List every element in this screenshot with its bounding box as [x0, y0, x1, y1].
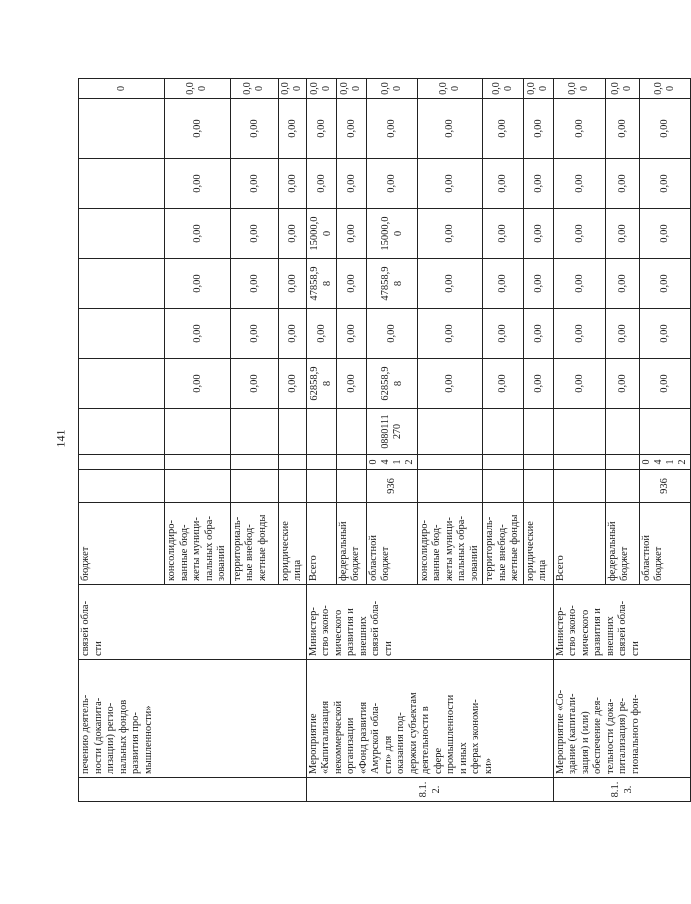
year-6-cell: 0,0 0	[306, 79, 336, 99]
grbs-cell	[230, 470, 278, 503]
funding-source-cell: юридические лица	[278, 503, 306, 585]
csr-cell	[79, 409, 165, 455]
year-4-cell: 0,00	[336, 159, 366, 209]
year-1-cell: 0,00	[639, 309, 690, 359]
rz-cell	[306, 455, 336, 470]
year-3-cell: 0,00	[165, 209, 231, 259]
year-3-cell: 0,00	[417, 209, 483, 259]
year-2-cell	[79, 259, 165, 309]
funding-source-cell: юридические лица	[523, 503, 553, 585]
grbs-cell	[278, 470, 306, 503]
year-3-cell: 0,00	[230, 209, 278, 259]
year-5-cell: 0,00	[278, 99, 306, 159]
year-2-cell: 0,00	[523, 259, 553, 309]
row-number-cell: 8.1. 3.	[553, 778, 690, 802]
rz-cell	[230, 455, 278, 470]
csr-cell	[165, 409, 231, 455]
funding-source-cell: консолидиро- ванные бюд- жеты муници- пальных обра- зований	[417, 503, 483, 585]
funding-source-cell: бюджет	[79, 503, 165, 585]
year-5-cell	[79, 99, 165, 159]
rz-cell: 041 2	[639, 455, 690, 470]
total-cell: 0,00	[336, 359, 366, 409]
year-3-cell: 0,00	[483, 209, 524, 259]
year-2-cell: 0,00	[417, 259, 483, 309]
year-3-cell: 15000,0 0	[366, 209, 417, 259]
total-cell: 0,00	[483, 359, 524, 409]
year-5-cell: 0,00	[639, 99, 690, 159]
year-4-cell	[79, 159, 165, 209]
row-number-cell	[79, 778, 307, 802]
year-2-cell: 0,00	[553, 259, 605, 309]
total-cell: 0,00	[605, 359, 639, 409]
year-6-cell: 0	[79, 79, 165, 99]
funding-source-cell: областной бюджет	[639, 503, 690, 585]
executor-cell: Министер- ство эконо- мического развития и внешних связей обла- сти	[306, 585, 553, 660]
year-5-cell: 0,00	[306, 99, 336, 159]
year-6-cell: 0,0 0	[336, 79, 366, 99]
year-4-cell: 0,00	[366, 159, 417, 209]
year-4-cell: 0,00	[553, 159, 605, 209]
rz-cell	[523, 455, 553, 470]
total-cell: 0,00	[639, 359, 690, 409]
table-row	[79, 79, 165, 802]
year-4-cell: 0,00	[165, 159, 231, 209]
csr-cell	[553, 409, 605, 455]
year-4-cell: 0,00	[639, 159, 690, 209]
year-3-cell: 0,00	[336, 209, 366, 259]
year-1-cell: 0,00	[366, 309, 417, 359]
year-1-cell: 0,00	[336, 309, 366, 359]
grbs-cell: 936	[366, 470, 417, 503]
total-cell: 62858,9 8	[306, 359, 336, 409]
year-5-cell: 0,00	[417, 99, 483, 159]
year-2-cell: 47858,9 8	[366, 259, 417, 309]
funding-source-cell: федеральный бюджет	[605, 503, 639, 585]
rz-cell	[278, 455, 306, 470]
csr-cell: 0880111 270	[366, 409, 417, 455]
year-6-cell: 0,0 0	[553, 79, 605, 99]
year-1-cell: 0,00	[278, 309, 306, 359]
funding-source-cell: областной бюджет	[366, 503, 417, 585]
funding-source-cell: территориаль- ные внебюд- жетные фонды	[230, 503, 278, 585]
grbs-cell	[605, 470, 639, 503]
rotated-page	[78, 78, 688, 802]
total-cell	[79, 359, 165, 409]
total-cell: 0,00	[553, 359, 605, 409]
total-cell: 0,00	[278, 359, 306, 409]
year-2-cell: 0,00	[336, 259, 366, 309]
year-1-cell: 0,00	[483, 309, 524, 359]
executor-cell: Министер- ство эконо- мического развития и внешних связей обла- сти	[553, 585, 690, 660]
total-cell: 0,00	[523, 359, 553, 409]
total-cell: 0,00	[165, 359, 231, 409]
year-5-cell: 0,00	[605, 99, 639, 159]
year-4-cell: 0,00	[417, 159, 483, 209]
grbs-cell	[306, 470, 336, 503]
csr-cell	[523, 409, 553, 455]
year-2-cell: 47858,9 8	[306, 259, 336, 309]
funding-source-cell: Всего	[306, 503, 336, 585]
year-6-cell: 0,0 0	[483, 79, 524, 99]
year-2-cell: 0,00	[230, 259, 278, 309]
year-4-cell: 0,00	[306, 159, 336, 209]
csr-cell	[278, 409, 306, 455]
year-6-cell: 0,0 0	[165, 79, 231, 99]
csr-cell	[336, 409, 366, 455]
year-1-cell: 0,00	[165, 309, 231, 359]
rz-cell: 041 2	[366, 455, 417, 470]
year-5-cell: 0,00	[336, 99, 366, 159]
year-6-cell: 0,0 0	[230, 79, 278, 99]
year-2-cell: 0,00	[483, 259, 524, 309]
funding-source-cell: федеральный бюджет	[336, 503, 366, 585]
year-3-cell: 0,00	[605, 209, 639, 259]
csr-cell	[230, 409, 278, 455]
year-6-cell: 0,0 0	[278, 79, 306, 99]
row-number-cell: 8.1. 2.	[306, 778, 553, 802]
grbs-cell	[553, 470, 605, 503]
grbs-cell	[165, 470, 231, 503]
year-3-cell: 15000,0 0	[306, 209, 336, 259]
year-6-cell: 0,0 0	[639, 79, 690, 99]
year-6-cell: 0,0 0	[523, 79, 553, 99]
csr-cell	[483, 409, 524, 455]
funding-source-cell: Всего	[553, 503, 605, 585]
csr-cell	[417, 409, 483, 455]
grbs-cell	[417, 470, 483, 503]
year-6-cell: 0,0 0	[366, 79, 417, 99]
event-name-cell: печению деятель- ности (докапита- лизации) регио- нальных фондов развития про- мышленности»	[79, 660, 307, 778]
grbs-cell	[336, 470, 366, 503]
total-cell: 0,00	[417, 359, 483, 409]
csr-cell	[306, 409, 336, 455]
rz-cell	[483, 455, 524, 470]
year-3-cell: 0,00	[553, 209, 605, 259]
year-4-cell: 0,00	[605, 159, 639, 209]
funding-source-cell: территориаль- ные внебюд- жетные фонды	[483, 503, 524, 585]
year-1-cell: 0,00	[306, 309, 336, 359]
year-1-cell: 0,00	[417, 309, 483, 359]
total-cell: 0,00	[230, 359, 278, 409]
year-4-cell: 0,00	[278, 159, 306, 209]
budget-table	[78, 78, 691, 802]
year-5-cell: 0,00	[523, 99, 553, 159]
event-name-cell: Мероприятие «Капитализация некоммерческой организации «Фонд развития Амурской обла- сти» для оказания под- держки субъектам деятельности в сфере промышленности и иных сферах экономи- ки»	[306, 660, 553, 778]
table-row	[553, 79, 605, 802]
year-3-cell: 0,00	[278, 209, 306, 259]
year-6-cell: 0,0 0	[605, 79, 639, 99]
grbs-cell: 936	[639, 470, 690, 503]
year-5-cell: 0,00	[366, 99, 417, 159]
year-3-cell: 0,00	[523, 209, 553, 259]
year-1-cell: 0,00	[605, 309, 639, 359]
year-3-cell: 0,00	[639, 209, 690, 259]
year-2-cell: 0,00	[165, 259, 231, 309]
table-row	[306, 79, 336, 802]
year-6-cell: 0,0 0	[417, 79, 483, 99]
total-cell: 62858,9 8	[366, 359, 417, 409]
year-5-cell: 0,00	[230, 99, 278, 159]
rz-cell	[605, 455, 639, 470]
year-4-cell: 0,00	[523, 159, 553, 209]
year-2-cell: 0,00	[605, 259, 639, 309]
rz-cell	[417, 455, 483, 470]
rz-cell	[336, 455, 366, 470]
funding-source-cell: консолидиро- ванные бюд- жеты муници- пальных обра- зований	[165, 503, 231, 585]
year-5-cell: 0,00	[553, 99, 605, 159]
rz-cell	[79, 455, 165, 470]
year-4-cell: 0,00	[230, 159, 278, 209]
year-5-cell: 0,00	[483, 99, 524, 159]
year-1-cell	[79, 309, 165, 359]
year-1-cell: 0,00	[553, 309, 605, 359]
grbs-cell	[523, 470, 553, 503]
page-number: 141	[53, 429, 68, 448]
rz-cell	[553, 455, 605, 470]
csr-cell	[639, 409, 690, 455]
year-3-cell	[79, 209, 165, 259]
year-2-cell: 0,00	[639, 259, 690, 309]
grbs-cell	[79, 470, 165, 503]
year-5-cell: 0,00	[165, 99, 231, 159]
grbs-cell	[483, 470, 524, 503]
executor-cell: связей обла- сти	[79, 585, 307, 660]
event-name-cell: Мероприятие «Со- здание (капитали- зация) и (или) обеспечение дея- тельности (докa- питализация) ре- гионального фон-	[553, 660, 690, 778]
year-4-cell: 0,00	[483, 159, 524, 209]
year-1-cell: 0,00	[523, 309, 553, 359]
year-1-cell: 0,00	[230, 309, 278, 359]
rz-cell	[165, 455, 231, 470]
csr-cell	[605, 409, 639, 455]
year-2-cell: 0,00	[278, 259, 306, 309]
